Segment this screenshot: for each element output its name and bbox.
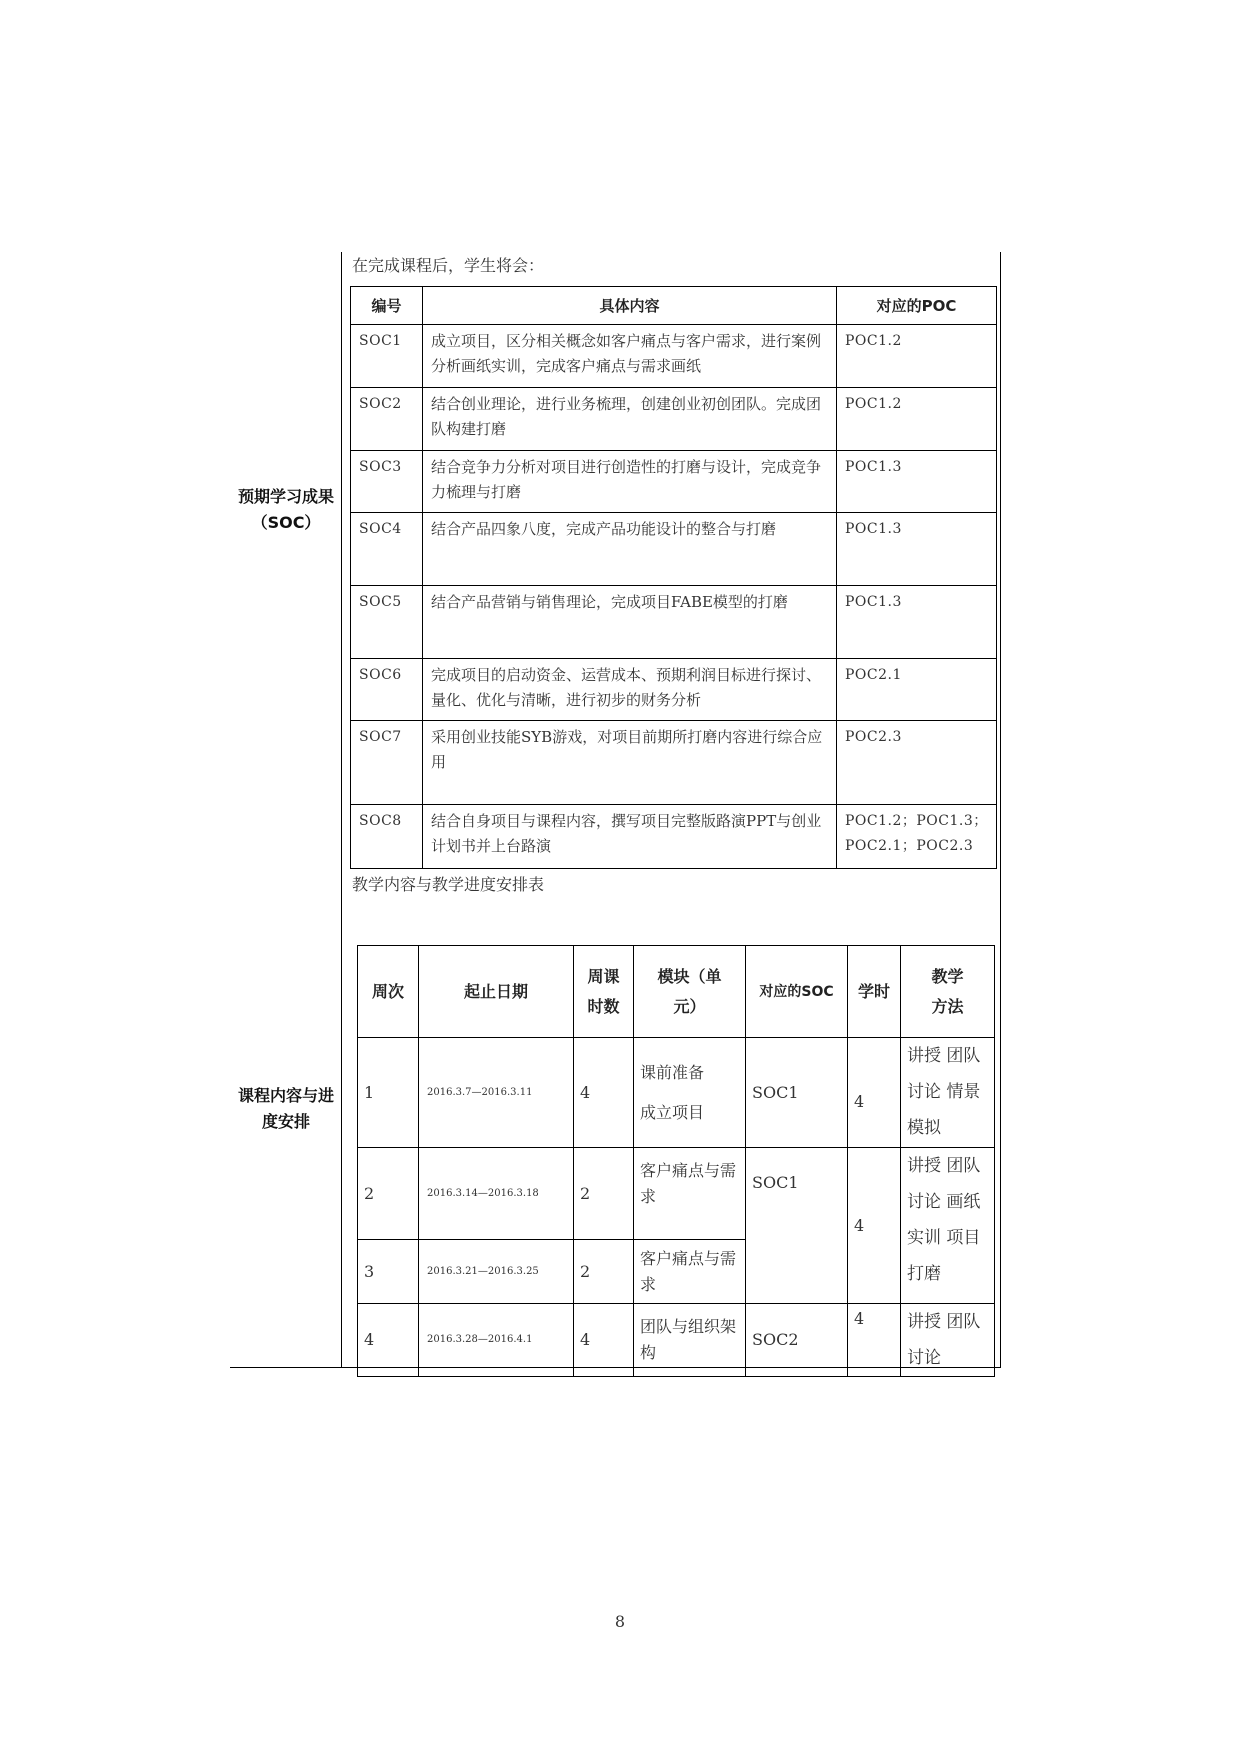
hours-cell: 4 xyxy=(848,1148,901,1304)
soc-code: SOC4 xyxy=(351,513,423,586)
module-cell: 客户痛点与需求 xyxy=(634,1240,746,1304)
week-cell: 4 xyxy=(358,1304,419,1377)
week-cell: 1 xyxy=(358,1038,419,1148)
hours-cell: 4 xyxy=(848,1038,901,1148)
section-label-soc-text: 预期学习成果（SOC） xyxy=(237,487,334,532)
schedule-header-week: 周次 xyxy=(358,946,419,1038)
module-cell: 课前准备 成立项目 xyxy=(634,1038,746,1148)
soc-cell: SOC2 xyxy=(746,1304,848,1377)
hours-per-week-cell: 2 xyxy=(574,1240,634,1304)
hours-per-week-cell: 4 xyxy=(574,1304,634,1377)
table-row xyxy=(351,586,997,659)
soc-code: SOC6 xyxy=(351,659,423,721)
schedule-header-hours: 学时 xyxy=(848,946,901,1038)
hours-cell: 4 xyxy=(848,1304,901,1377)
hours-per-week-cell: 2 xyxy=(574,1148,634,1240)
soc-content: 采用创业技能SYB游戏，对项目前期所打磨内容进行综合应用 xyxy=(423,721,837,805)
soc-content: 结合竞争力分析对项目进行创造性的打磨与设计，完成竞争力梳理与打磨 xyxy=(423,451,837,513)
soc-content: 结合产品四象八度，完成产品功能设计的整合与打磨 xyxy=(423,513,837,586)
soc-poc: POC1.2；POC1.3；POC2.1；POC2.3 xyxy=(837,805,997,869)
schedule-intro: 教学内容与教学进度安排表 xyxy=(352,875,545,894)
section-label-schedule xyxy=(232,1083,340,1135)
soc-poc: POC2.3 xyxy=(837,721,997,805)
method-cell: 讲授 团队讨论 情景模拟 xyxy=(901,1038,995,1148)
page-number: 8 xyxy=(614,1612,626,1631)
table-row xyxy=(351,513,997,586)
soc-header-content: 具体内容 xyxy=(423,287,837,325)
soc-poc: POC1.2 xyxy=(837,388,997,451)
schedule-header-dates: 起止日期 xyxy=(419,946,574,1038)
date-range-cell: 2016.3.7—2016.3.11 xyxy=(419,1038,574,1148)
table-row xyxy=(358,1038,995,1148)
method-cell: 讲授 团队讨论 xyxy=(901,1304,995,1377)
date-range-cell: 2016.3.14—2016.3.18 xyxy=(419,1148,574,1240)
soc-poc: POC1.3 xyxy=(837,451,997,513)
hours-per-week-cell: 4 xyxy=(574,1038,634,1148)
schedule-header-soc: 对应的SOC xyxy=(746,946,848,1038)
table-row xyxy=(358,1304,995,1377)
table-row xyxy=(351,325,997,388)
schedule-header-hours-per-week: 周课时数 xyxy=(574,946,634,1038)
table-row xyxy=(351,451,997,513)
soc-intro: 在完成课程后，学生将会： xyxy=(352,256,545,275)
schedule-header-module: 模块（单元） xyxy=(634,946,746,1038)
soc-code: SOC7 xyxy=(351,721,423,805)
soc-code: SOC1 xyxy=(351,325,423,388)
schedule-header-row xyxy=(358,946,995,1038)
soc-poc: POC1.3 xyxy=(837,513,997,586)
module-cell: 团队与组织架构 xyxy=(634,1304,746,1377)
soc-content: 结合创业理论，进行业务梳理，创建创业初创团队。完成团队构建打磨 xyxy=(423,388,837,451)
schedule-header-method: 教学方法 xyxy=(901,946,995,1038)
soc-content: 结合产品营销与销售理论，完成项目FABE模型的打磨 xyxy=(423,586,837,659)
soc-code: SOC3 xyxy=(351,451,423,513)
soc-cell: SOC1 xyxy=(746,1148,848,1304)
soc-table xyxy=(350,286,997,869)
soc-code: SOC5 xyxy=(351,586,423,659)
week-cell: 2 xyxy=(358,1148,419,1240)
soc-code: SOC2 xyxy=(351,388,423,451)
outer-right-border xyxy=(1000,252,1001,1368)
table-row xyxy=(351,721,997,805)
soc-header-poc: 对应的POC xyxy=(837,287,997,325)
soc-code: SOC8 xyxy=(351,805,423,869)
date-range-cell: 2016.3.21—2016.3.25 xyxy=(419,1240,574,1304)
table-row xyxy=(351,388,997,451)
outer-left-divider xyxy=(341,252,342,1368)
table-row xyxy=(351,659,997,721)
section-label-soc xyxy=(232,484,340,536)
method-cell: 讲授 团队讨论 画纸实训 项目打磨 xyxy=(901,1148,995,1304)
section-label-schedule-text: 课程内容与进度安排 xyxy=(237,1086,334,1131)
soc-poc: POC2.1 xyxy=(837,659,997,721)
soc-content: 完成项目的启动资金、运营成本、预期利润目标进行探讨、量化、优化与清晰，进行初步的财务分析 xyxy=(423,659,837,721)
soc-cell: SOC1 xyxy=(746,1038,848,1148)
soc-poc: POC1.3 xyxy=(837,586,997,659)
soc-poc: POC1.2 xyxy=(837,325,997,388)
soc-content: 结合自身项目与课程内容，撰写项目完整版路演PPT与创业计划书并上台路演 xyxy=(423,805,837,869)
table-row xyxy=(351,805,997,869)
week-cell: 3 xyxy=(358,1240,419,1304)
module-cell: 客户痛点与需求 xyxy=(634,1148,746,1240)
soc-header-code: 编号 xyxy=(351,287,423,325)
soc-content: 成立项目，区分相关概念如客户痛点与客户需求，进行案例分析画纸实训，完成客户痛点与需求画纸 xyxy=(423,325,837,388)
schedule-table xyxy=(357,945,995,1377)
table-row xyxy=(358,1148,995,1240)
date-range-cell: 2016.3.28—2016.4.1 xyxy=(419,1304,574,1377)
soc-header-row xyxy=(351,287,997,325)
